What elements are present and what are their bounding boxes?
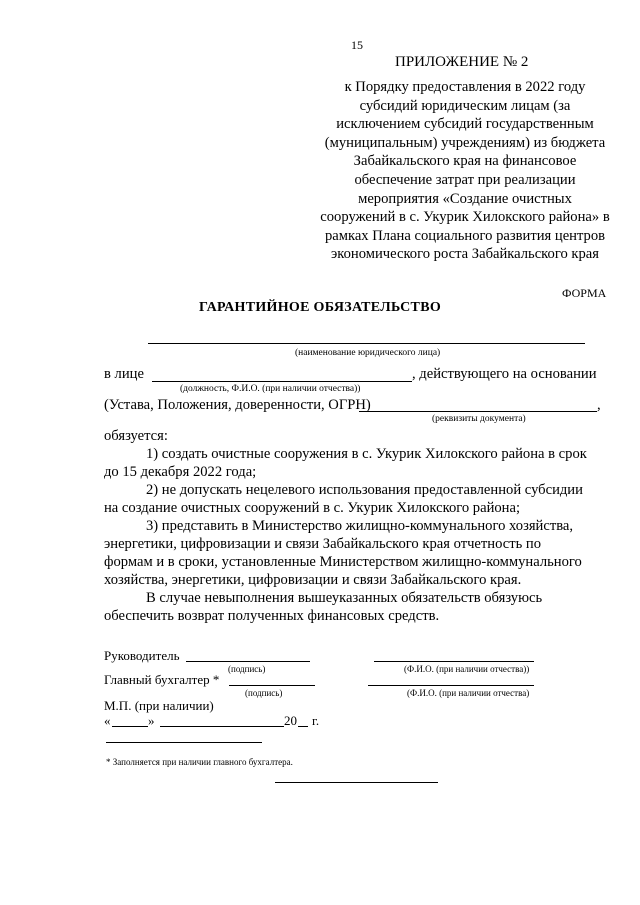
final-line2: обеспечить возврат полученных финансовых средств. xyxy=(104,608,440,624)
appendix-text: к Порядку предоставления в 2022 году субсидий юридическим лицам (за исключением субсидий государственным (муниципальным) учреждениям) из бюджета Забайкальского края на финансовое обеспечение затрат при реализации мероприятия «Создание очистных сооружений в с. Укурик Хилокского района» в рамках Плана социального развития центров экономического роста Забайкальского края xyxy=(320,79,610,263)
appendix-title: ПРИЛОЖЕНИЕ № 2 xyxy=(395,54,529,70)
final-line1: В случае невыполнения вышеуказанных обязательств обязуюсь xyxy=(146,590,543,606)
date-open-quote: « xyxy=(104,713,111,728)
item2-line2: на создание очистных сооружений в с. Укурик Хилокского района; xyxy=(104,500,521,516)
item2-line1: 2) не допускать нецелевого использования предоставленной субсидии xyxy=(146,482,583,498)
acting-on-basis: , действующего на основании xyxy=(412,366,597,382)
item3-line1: 3) представить в Министерство жилищно-коммунального хозяйства, xyxy=(146,518,574,534)
stamp-label: М.П. (при наличии) xyxy=(104,698,214,713)
item1-line1: 1) создать очистные сооружения в с. Укурик Хилокского района в срок xyxy=(146,446,587,462)
item3-line4: хозяйства, энергетики, цифровизации и связи Забайкальского края. xyxy=(104,572,522,588)
date-year-suffix: г. xyxy=(312,713,320,728)
page-number: 15 xyxy=(351,38,363,52)
item3-line3: формам и в сроки, установленные Министерством жилищно-коммунального xyxy=(104,554,582,570)
date-day-line xyxy=(112,726,148,727)
legal-name-hint: (наименование юридического лица) xyxy=(295,348,441,358)
position-hint: (должность, Ф.И.О. (при наличии отчества)) xyxy=(180,384,361,394)
date-year: 20 xyxy=(284,713,297,728)
position-line xyxy=(152,381,412,382)
date-close-quote: » xyxy=(148,713,155,728)
footnote: * Заполняется при наличии главного бухгалтера. xyxy=(106,757,293,767)
head-label: Руководитель xyxy=(104,648,180,663)
accountant-signature-hint: (подпись) xyxy=(245,688,283,698)
document-title: ГАРАНТИЙНОЕ ОБЯЗАТЕЛЬСТВО xyxy=(198,300,442,315)
date-year-line xyxy=(298,726,308,727)
head-signature-line xyxy=(186,661,310,662)
end-divider xyxy=(275,782,438,783)
requisites-hint: (реквизиты документа) xyxy=(432,414,526,424)
legal-name-line xyxy=(148,343,585,344)
commits-label: обязуется: xyxy=(104,428,168,444)
accountant-signature-line xyxy=(229,685,315,686)
item3-line2: энергетики, цифровизации и связи Забайкальского края отчетность по xyxy=(104,536,542,552)
accountant-fio-hint: (Ф.И.О. (при наличии отчества) xyxy=(407,688,530,698)
head-fio-line xyxy=(374,661,534,662)
accountant-label: Главный бухгалтер * xyxy=(104,672,220,687)
item1-line2: до 15 декабря 2022 года; xyxy=(104,464,257,480)
head-signature-hint: (подпись) xyxy=(228,664,266,674)
basis-comma: , xyxy=(597,397,601,413)
head-fio-hint: (Ф.И.О. (при наличии отчества)) xyxy=(404,664,530,674)
date-month-line xyxy=(160,726,284,727)
basis-text: (Устава, Положения, доверенности, ОГРН) xyxy=(104,397,371,413)
form-label: ФОРМА xyxy=(562,286,607,300)
accountant-fio-line xyxy=(368,685,534,686)
extra-line xyxy=(106,742,262,743)
in-person-label: в лице xyxy=(104,366,144,382)
requisites-line xyxy=(359,411,597,412)
